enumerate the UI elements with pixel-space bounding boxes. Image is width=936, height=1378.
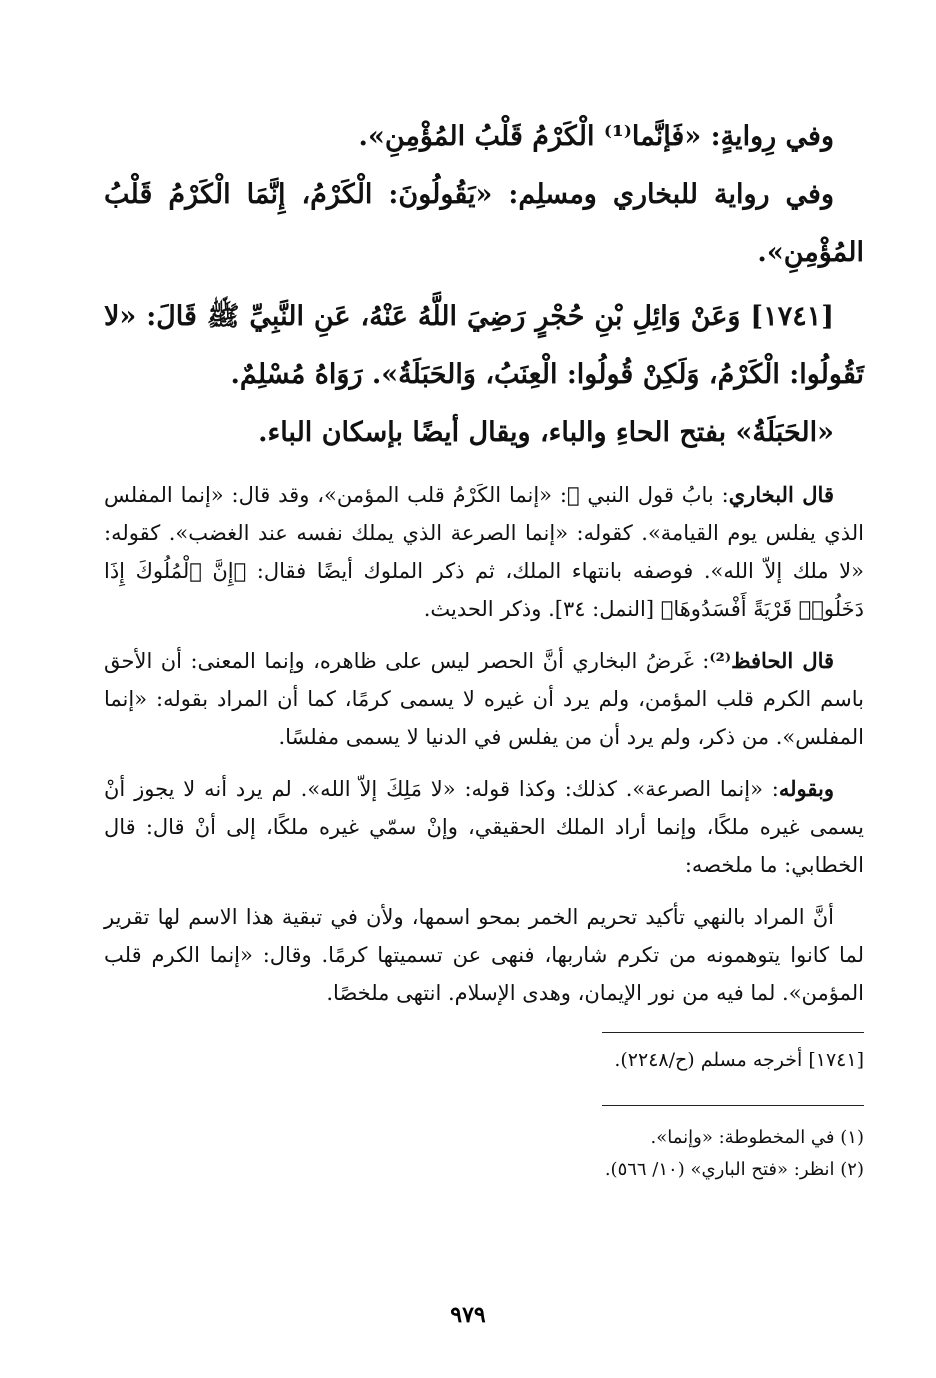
commentary-saying-text: : «إنما الصرعة». كذلك: وكذا قوله: «لا مَلِكَ إلاّ الله». لم يرد أنه لا يجوز أنْ يسمى غيره ملكًا، وإنما أراد الملك الحقيقي، وإنْ سمّي غيره ملكًا، إلى أنْ قال: قال الخطابي: ما ملخصه:: [104, 777, 864, 877]
commentary-bukhari-lead: قال البخاري: [728, 482, 834, 507]
footnote-2: (٢) انظر: «فتح الباري» (١٠/ ٥٦٦).: [604, 1159, 864, 1180]
commentary-hafiz-lead: قال الحافظ⁽²⁾: [709, 648, 835, 673]
commentary-khattabi: أنَّ المراد بالنهي تأكيد تحريم الخمر بمحو اسمها، ولأن في تبقية هذا الاسم لها تقرير لما كانوا يتوهمونه من تكرم شاربها، فنهى عن تسميتها كرمًا. وقال: «إنما الكرم قلب المؤمن». لما فيه من نور الإيمان، وهدى الإسلام. انتهى ملخصًا.: [104, 905, 864, 1005]
commentary-bukhari: [104, 476, 864, 628]
footnote-divider: [602, 1032, 864, 1033]
commentary-hafiz: [104, 642, 864, 756]
page-body: [104, 108, 864, 1186]
commentary-hafiz-text: : غَرضُ البخاري أنَّ الحصر ليس على ظاهره، وإنما المعنى: أن الأحق باسم الكرم قلب المؤمن، ولم يرد أن غيره لا يسمى كرمًا، كما أن المراد بقوله: «إنما المفلس». من ذكر، ولم يرد أن من يفلس في الدنيا لا يسمى مفلسًا.: [104, 649, 864, 749]
hadith-variant-2: وفي رواية للبخاري ومسلِم: «يَقُولُونَ: الْكَرْمُ، إِنَّمَا الْكَرْمُ قَلْبُ المُؤْمِنِ».: [104, 179, 864, 268]
hadith-1741: [١٧٤١] وَعَنْ وَائِلِ بْنِ حُجْرٍ رَضِيَ اللَّهُ عَنْهُ، عَنِ النَّبِيِّ ﷺ قَالَ: «لا تَقُولُوا: الْكَرْمُ، وَلَكِنْ قُولُوا: الْعِنَبُ، وَالحَبَلَةُ». رَوَاهُ مُسْلِمٌ.: [104, 301, 864, 390]
footnote-divider-2: [602, 1105, 864, 1106]
hadith-explanation: «الحَبَلَةُ» بفتح الحاءِ والباء، ويقال أيضًا بإسكان الباء.: [258, 417, 834, 448]
page-number: ٩٧٩: [450, 1302, 486, 1328]
commentary-saying: [104, 770, 864, 884]
footnote-1: (١) في المخطوطة: «وإنما».: [650, 1127, 864, 1148]
commentary-bukhari-text: : بابُ قول النبي ﷺ: «إنما الكَرْمُ قلب المؤمن»، وقد قال: «إنما المفلس الذي يفلس يوم القيامة». كقوله: «إنما الصرعة الذي يملك نفسه عند الغضب». كقوله: «لا ملك إلاّ الله». فوصفه بانتهاء الملك، ثم ذكر الملوك أيضًا فقال: ﴿إِنَّ ٱلْمُلُوكَ إِذَا دَخَلُوا۟ قَرْيَةً أَفْسَدُوهَا﴾ [النمل: ٣٤]. وذكر الحديث.: [104, 483, 864, 621]
takhrij-note: [١٧٤١] أخرجه مسلم (ح/٢٢٤٨).: [614, 1049, 864, 1071]
hadith-variant-1: وفي رِوايةٍ: «فَإنَّما⁽¹⁾ الْكَرْمُ قَلْبُ المُؤْمِنِ».: [358, 121, 834, 152]
commentary-saying-lead: وبقوله: [778, 776, 834, 801]
